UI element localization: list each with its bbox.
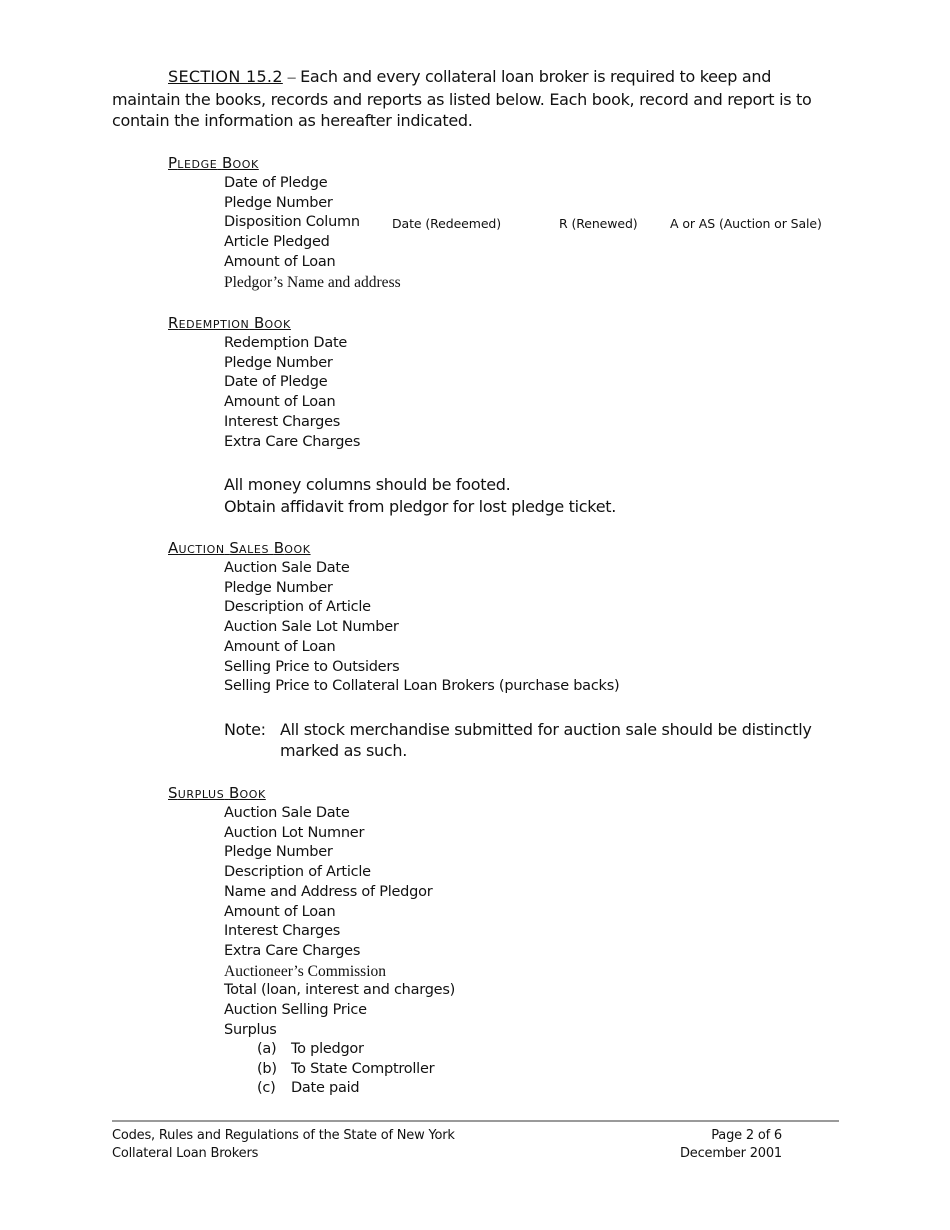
list-item: Description of Article bbox=[224, 599, 371, 616]
list-item: Article Pledged bbox=[224, 234, 330, 251]
auction-note bbox=[224, 719, 824, 761]
list-item: Pledge Number bbox=[224, 844, 333, 861]
section-dash: – bbox=[287, 69, 296, 86]
sub-marker: (b) bbox=[257, 1060, 277, 1077]
disposition-option-auction: A or AS (Auction or Sale) bbox=[670, 216, 822, 232]
surplus-book-list bbox=[224, 804, 455, 1040]
list-item: Total (loan, interest and charges) bbox=[224, 982, 456, 999]
footer-divider bbox=[112, 1120, 839, 1122]
surplus-book-heading: SURPLUS BOOK bbox=[168, 784, 266, 802]
redemption-notes bbox=[224, 474, 616, 517]
list-item: Redemption Date bbox=[224, 335, 348, 351]
auction-sales-book-heading: AUCTION SALES BOOK bbox=[168, 539, 311, 557]
list-item: Amount of Loan bbox=[224, 394, 336, 411]
list-item: Extra Care Charges bbox=[224, 433, 361, 450]
intro-paragraph bbox=[112, 66, 842, 132]
disposition-column-row bbox=[224, 213, 822, 233]
redemption-book-list bbox=[224, 334, 360, 452]
sub-marker: (a) bbox=[257, 1041, 277, 1057]
note-text: All stock merchandise submitted for auction sale should be distinctly marked as such. bbox=[280, 720, 812, 760]
note-label: Note: bbox=[224, 720, 266, 739]
footer-date: December 2001 bbox=[679, 1146, 782, 1161]
list-item: Name and Address of Pledgor bbox=[224, 883, 433, 900]
list-item: Interest Charges bbox=[224, 413, 341, 430]
list-item: Description of Article bbox=[224, 864, 371, 881]
footer-subtitle: Collateral Loan Brokers bbox=[112, 1146, 259, 1161]
sub-list-item: (c) Date paid bbox=[257, 1079, 434, 1099]
redemption-book-heading: REDEMPTION BOOK bbox=[168, 314, 291, 332]
list-item: Pledge Number bbox=[224, 194, 333, 211]
disposition-option-redeemed: Date (Redeemed) bbox=[392, 216, 502, 232]
surplus-sub-list bbox=[257, 1040, 434, 1099]
list-item: Pledgor’s Name and address bbox=[224, 273, 401, 291]
section-label: SECTION 15.2 bbox=[168, 67, 283, 86]
auction-sales-book-list bbox=[224, 559, 619, 697]
sub-list-item: (a) To pledgor bbox=[257, 1040, 434, 1060]
list-item: Surplus bbox=[224, 1021, 277, 1038]
list-item: Auction Selling Price bbox=[224, 1002, 367, 1019]
footer-left bbox=[112, 1127, 455, 1163]
footer-title: Codes, Rules and Regulations of the State of New York bbox=[112, 1128, 455, 1143]
list-item: Auction Sale Date bbox=[224, 805, 350, 821]
disposition-option-renewed: R (Renewed) bbox=[559, 216, 638, 232]
list-item: Interest Charges bbox=[224, 923, 341, 940]
pledge-book-heading: PLEDGE BOOK bbox=[168, 154, 259, 172]
list-item: Pledge Number bbox=[224, 579, 333, 596]
list-item: Extra Care Charges bbox=[224, 942, 361, 959]
list-item: Pledge Number bbox=[224, 354, 333, 371]
sub-marker: (c) bbox=[257, 1080, 276, 1097]
list-item: Auction Sale Date bbox=[224, 560, 350, 576]
list-item: Auctioneer’s Commission bbox=[224, 962, 387, 980]
list-item: Amount of Loan bbox=[224, 903, 336, 920]
sub-list-item: (b) To State Comptroller bbox=[257, 1060, 434, 1080]
disposition-label: Disposition Column bbox=[224, 214, 360, 231]
note-line: Obtain affidavit from pledgor for lost pledge ticket. bbox=[224, 496, 616, 516]
pledge-book-list bbox=[224, 174, 822, 292]
footer-right bbox=[640, 1127, 782, 1163]
page-number: Page 2 of 6 bbox=[711, 1128, 782, 1143]
list-item: Date of Pledge bbox=[224, 374, 328, 391]
list-item: Auction Sale Lot Number bbox=[224, 619, 399, 636]
list-item: Amount of Loan bbox=[224, 638, 336, 655]
intro-text: Each and every collateral loan broker is required to keep and maintain the books, records and reports as listed below. Each book, record and report is to contain the information as hereafter indicated. bbox=[112, 67, 812, 130]
list-item: Date of Pledge bbox=[224, 175, 328, 191]
note-line: All money columns should be footed. bbox=[224, 475, 511, 494]
list-item: Amount of Loan bbox=[224, 253, 336, 270]
list-item: Selling Price to Outsiders bbox=[224, 658, 400, 675]
list-item: Auction Lot Numner bbox=[224, 824, 365, 841]
list-item: Selling Price to Collateral Loan Brokers (purchase backs) bbox=[224, 678, 620, 695]
